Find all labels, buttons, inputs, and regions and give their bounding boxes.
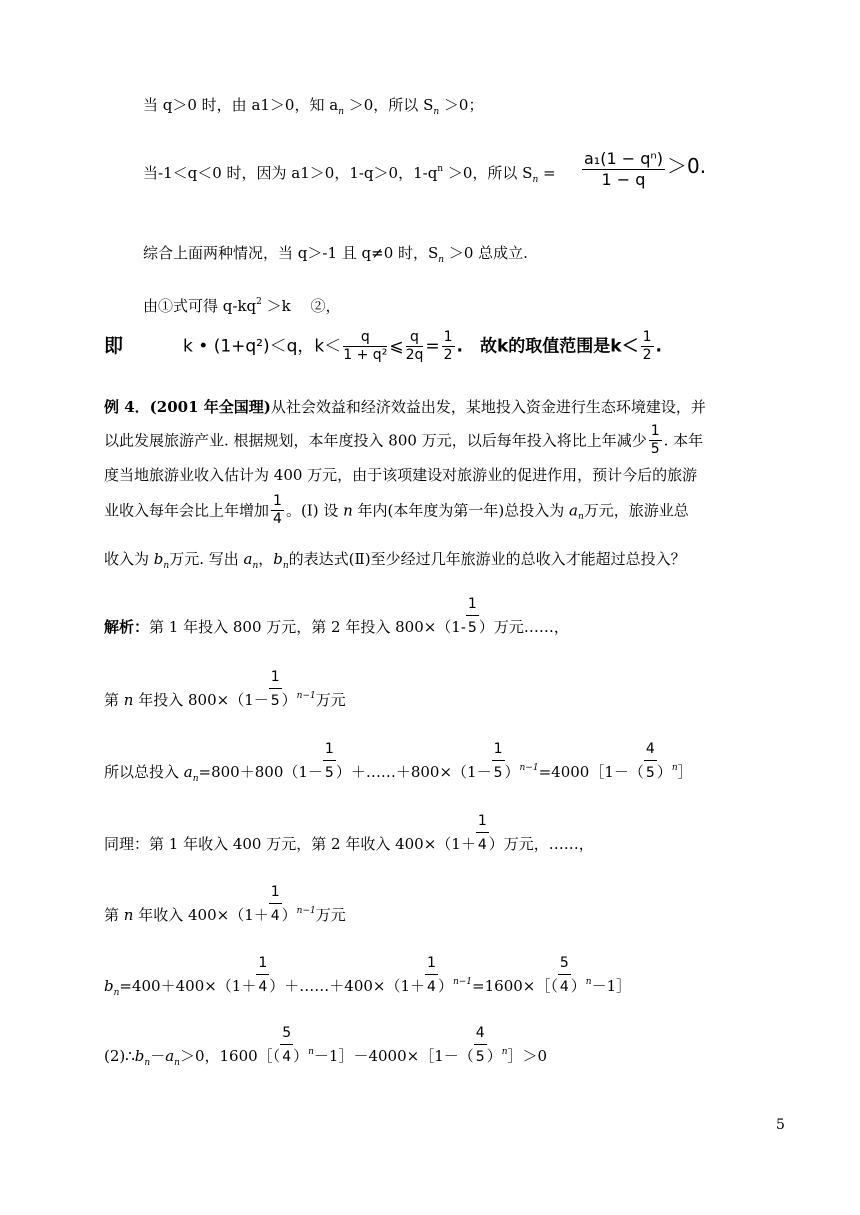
superscript: n — [585, 977, 592, 987]
denominator: 4 — [273, 511, 282, 528]
text: =1600×［（ — [472, 977, 558, 995]
text: ＞k ②， — [261, 297, 341, 315]
solution-line-4 — [104, 813, 594, 853]
numerator: a₁(1 − qⁿ) — [584, 149, 663, 168]
solution-line-1 — [104, 596, 569, 636]
superscript: n — [308, 1047, 314, 1057]
fraction-sn-formula — [580, 150, 706, 188]
fraction — [476, 813, 489, 853]
numerator: q — [406, 330, 424, 347]
text: 万元 — [315, 691, 346, 709]
text: = — [538, 164, 556, 182]
fraction-bar — [280, 1044, 293, 1045]
superscript: n−1 — [296, 691, 316, 701]
numerator: 4 — [645, 741, 655, 757]
denominator: 5 — [270, 693, 280, 709]
fraction — [466, 596, 479, 636]
subscript: n — [252, 561, 259, 571]
variable: b — [104, 977, 114, 995]
fraction-bar — [558, 974, 571, 975]
text: 第 — [104, 691, 124, 709]
variable: n — [123, 691, 134, 709]
text: 。(Ⅰ) 设 — [285, 501, 344, 520]
subscript: n — [113, 988, 120, 998]
text: 的表达式(Ⅱ)至少经过几年旅游业的总收入才能超过总投入？ — [288, 550, 686, 568]
text: 当-1＜q＜0 时，因为 a1＞0，1-q＞0，1-q — [143, 164, 438, 182]
fraction — [641, 330, 654, 364]
denominator: 4 — [427, 979, 436, 995]
fraction-bar — [476, 832, 489, 833]
subscript: n — [174, 1058, 180, 1068]
numerator: 1 — [641, 330, 654, 347]
text: 年投入 800×（1－ — [133, 691, 269, 709]
fraction — [323, 741, 336, 781]
superscript: n — [501, 1047, 508, 1057]
subscript: n — [282, 561, 289, 571]
text: ＞0； — [439, 96, 484, 114]
numerator: 5 — [559, 955, 569, 971]
subscript: n — [163, 561, 170, 571]
fraction — [406, 330, 424, 364]
text: ） — [281, 691, 297, 709]
text: －1］－4000×［1－（ — [313, 1047, 474, 1065]
text: k • (1+q²)＜q，k＜ — [183, 336, 342, 357]
text: (2)∴ — [104, 1047, 135, 1065]
subscript: n — [192, 774, 199, 784]
superscript: n−1 — [452, 977, 473, 987]
text: ＞0 总成立. — [444, 244, 528, 262]
text: －1］ — [591, 977, 632, 995]
denominator: 5 — [650, 441, 660, 458]
numerator: 1 — [427, 955, 436, 971]
numerator: 1 — [271, 494, 284, 511]
variable: b — [273, 550, 283, 568]
denominator: 5 — [475, 1049, 485, 1065]
variable: a — [243, 550, 253, 568]
denominator: 4 — [282, 1049, 292, 1065]
denominator: 1 − q — [601, 169, 646, 189]
denominator: 5 — [324, 765, 334, 781]
text: ） — [656, 763, 672, 781]
text: 收入为 — [104, 550, 154, 568]
text: 第 — [104, 906, 124, 924]
text: ） — [504, 763, 520, 781]
solution-line-2 — [104, 669, 346, 709]
numerator: 1 — [477, 813, 487, 829]
superscript: n−1 — [296, 906, 316, 916]
text: 由①式可得 q-kq — [143, 297, 257, 315]
variable: n — [343, 501, 353, 520]
text: . — [655, 336, 662, 357]
fraction-bar — [425, 974, 438, 975]
example-line-2 — [104, 424, 703, 458]
fraction-bar — [323, 760, 336, 761]
text: ）万元，……， — [488, 835, 594, 853]
fraction-bar — [474, 1044, 487, 1045]
numerator: 1 — [493, 741, 503, 757]
numerator: 1 — [467, 596, 477, 612]
text: ） — [437, 977, 453, 995]
example-line-4 — [104, 494, 689, 528]
superscript: n — [671, 763, 678, 773]
text-line-5 — [104, 330, 662, 364]
fraction — [644, 741, 657, 781]
text: = — [425, 336, 440, 357]
variable: n — [123, 906, 134, 924]
variable: a — [569, 501, 578, 520]
fraction — [474, 1025, 487, 1065]
example-line-1 — [104, 400, 706, 415]
text: ） — [281, 906, 297, 924]
denominator: 5 — [645, 765, 655, 781]
denominator: 4 — [270, 908, 280, 924]
variable: b — [134, 1047, 145, 1065]
text: ）万元……， — [478, 618, 569, 636]
solution-line-5 — [104, 884, 346, 924]
text: 年内(本年度为第一年)总投入为 — [352, 501, 570, 520]
example-label: 例 4．(2001 年全国理) — [104, 398, 271, 416]
denominator: 2 — [642, 347, 652, 364]
text: =800＋800（1－ — [198, 763, 323, 781]
text: ＞0. — [667, 154, 707, 179]
denominator: 2q — [405, 347, 424, 364]
text-line-2 — [143, 165, 556, 185]
fraction-bar — [466, 615, 479, 616]
denominator: 4 — [477, 837, 487, 853]
text: =400＋400×（1＋ — [119, 977, 257, 995]
example-line-3 — [104, 468, 697, 483]
fraction — [425, 955, 438, 995]
text: ）＋……＋400×（1＋ — [269, 977, 426, 995]
denominator: 4 — [559, 979, 569, 995]
text: 所以总投入 — [104, 763, 184, 781]
variable: a — [165, 1047, 175, 1065]
numerator: 1 — [442, 330, 455, 347]
numerator: q — [343, 330, 387, 347]
superscript: 2 — [256, 297, 262, 307]
text: ） — [486, 1047, 502, 1065]
denominator: 2 — [443, 347, 453, 364]
solution-label: 解析： — [104, 618, 150, 636]
text: =4000［1－（ — [538, 763, 644, 781]
subscript: n — [438, 255, 445, 265]
fraction — [649, 424, 662, 458]
text: 业收入每年会比上年增加 — [104, 501, 270, 520]
variable: a — [183, 763, 193, 781]
text: 从社会效益和经济效益出发，某地投入资金进行生态环境建设，并 — [270, 398, 706, 416]
text: － — [150, 1047, 166, 1065]
subscript: n — [532, 175, 539, 185]
variable: b — [153, 550, 164, 568]
text: ， — [258, 550, 274, 568]
text: 当 q＞0 时，由 a1＞0，知 a — [143, 96, 339, 114]
text: ＞0，所以 S — [443, 164, 533, 182]
numerator: 1 — [270, 669, 280, 685]
denominator: 5 — [467, 620, 477, 636]
text: 综合上面两种情况，当 q＞-1 且 q≠0 时，S — [143, 244, 439, 262]
numerator: 1 — [270, 884, 280, 900]
text: ） — [293, 1047, 309, 1065]
text: ＞0，所以 S — [344, 96, 434, 114]
text: ⩽ — [389, 336, 404, 357]
text: ］ — [677, 763, 693, 781]
superscript: n — [437, 164, 444, 174]
subscript: n — [433, 107, 440, 117]
fraction-bar — [269, 688, 282, 689]
text: 万元 — [315, 906, 346, 924]
text-line-3 — [143, 246, 528, 265]
solution-line-7 — [104, 1025, 548, 1068]
fraction — [343, 330, 387, 364]
text: 万元. 写出 — [169, 550, 244, 568]
text: 即 — [104, 335, 124, 358]
denominator: 5 — [493, 765, 503, 781]
text: ］＞0 — [507, 1047, 548, 1065]
text: 同理：第 1 年收入 400 万元，第 2 年收入 400×（1＋ — [104, 835, 476, 853]
text: ） — [570, 977, 586, 995]
text: . 故k的取值范围是k＜ — [456, 336, 639, 357]
fraction — [558, 955, 571, 995]
superscript: n−1 — [519, 763, 539, 773]
text: 第 1 年投入 800 万元，第 2 年投入 800×（1- — [149, 618, 466, 636]
fraction — [582, 150, 665, 188]
numerator: 1 — [324, 741, 334, 757]
example-line-5 — [104, 552, 686, 571]
text: ＞0，1600［（ — [179, 1047, 281, 1065]
fraction — [492, 741, 505, 781]
fraction — [269, 669, 282, 709]
solution-line-3 — [104, 741, 693, 784]
subscript: n — [144, 1058, 151, 1068]
solution-line-6 — [104, 955, 632, 998]
fraction — [256, 955, 269, 995]
text-line-1 — [143, 98, 483, 117]
fraction-bar — [492, 760, 505, 761]
text: 度当地旅游业收入估计为 400 万元，由于该项建设对旅游业的促进作用，预计今后的旅游 — [104, 466, 698, 484]
fraction — [269, 884, 282, 924]
numerator: 1 — [258, 955, 268, 971]
fraction — [280, 1025, 293, 1065]
fraction-bar — [644, 760, 657, 761]
denominator: 1 + q² — [343, 347, 388, 364]
numerator: 1 — [649, 424, 662, 441]
text-line-4 — [143, 298, 341, 314]
text: 年收入 400×（1＋ — [133, 906, 269, 924]
fraction — [271, 494, 284, 528]
numerator: 4 — [475, 1025, 485, 1041]
subscript: n — [338, 107, 344, 117]
text: . 本年 — [663, 431, 704, 450]
fraction — [442, 330, 455, 364]
fraction-bar — [269, 903, 282, 904]
page-number: 5 — [776, 1117, 785, 1133]
text: 以此发展旅游产业. 根据规划，本年度投入 800 万元，以后每年投入将比上年减少 — [104, 431, 647, 450]
text: 万元，旅游业总 — [583, 501, 689, 520]
fraction-bar — [256, 974, 269, 975]
denominator: 4 — [258, 979, 268, 995]
subscript: n — [577, 511, 584, 522]
text: ）＋……＋800×（1－ — [335, 763, 492, 781]
numerator: 5 — [282, 1025, 292, 1041]
